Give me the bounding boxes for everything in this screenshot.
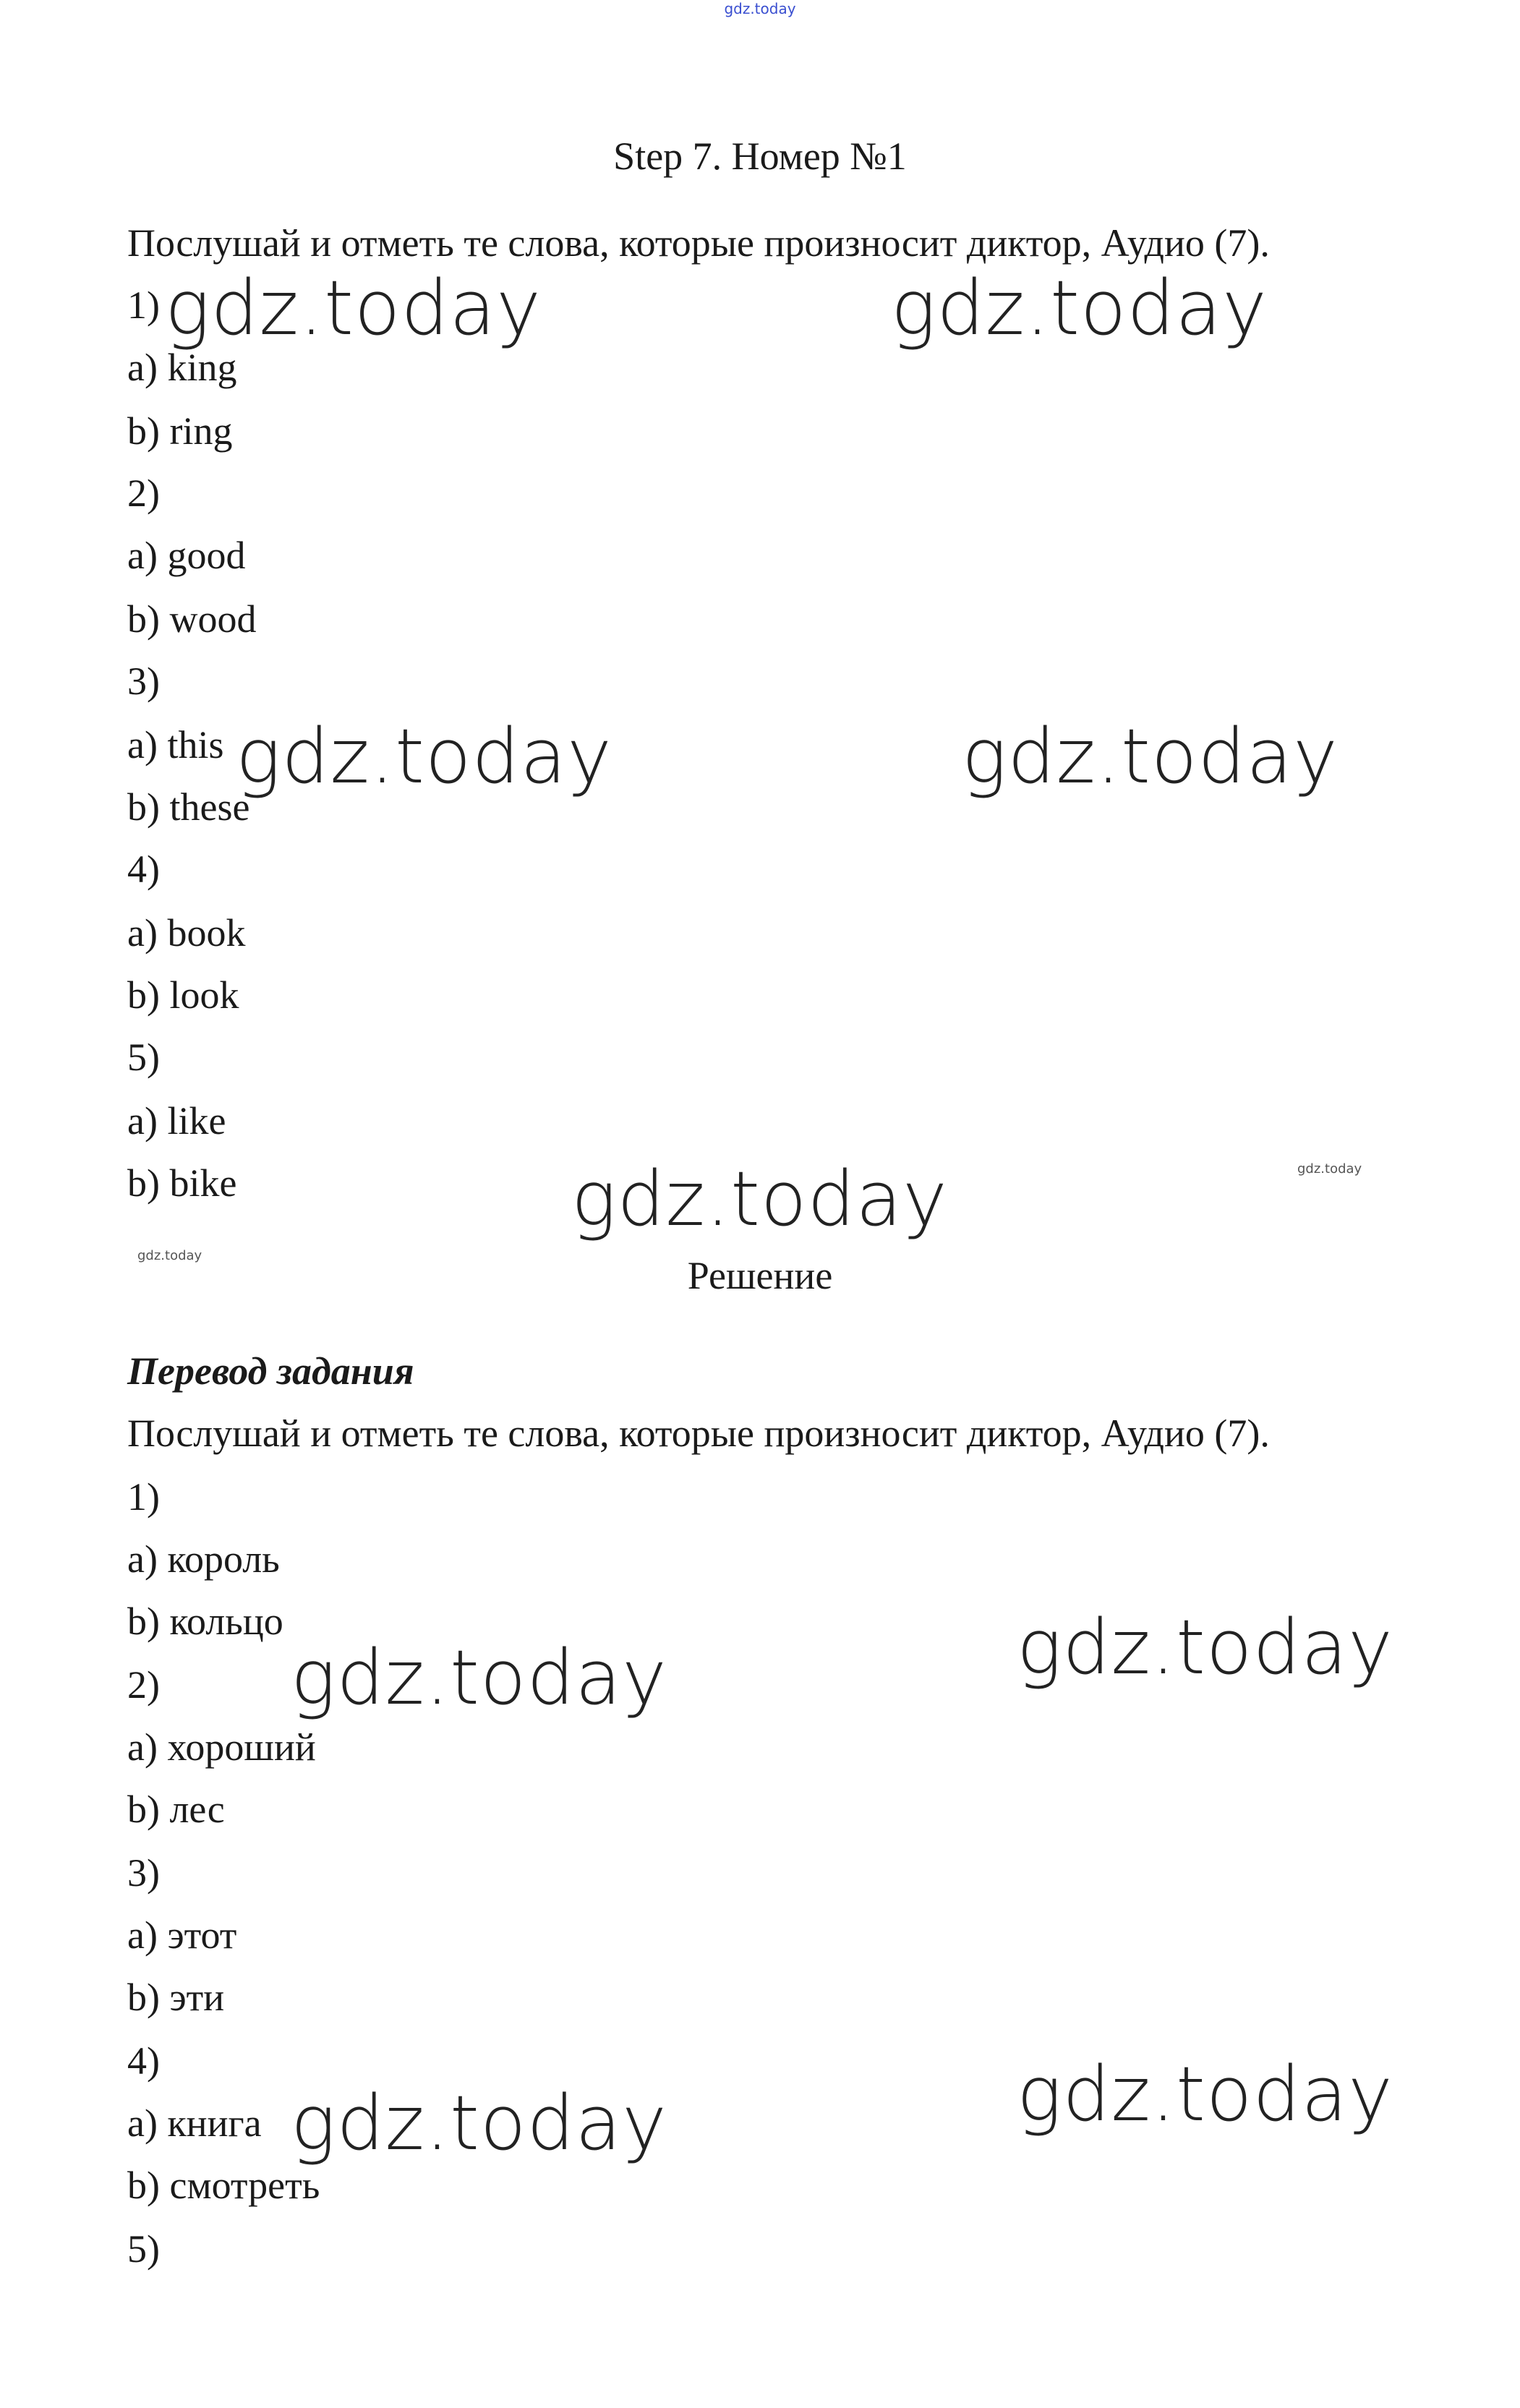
watermark: gdz.today (1017, 1603, 1393, 1691)
task-item-5-number: 5) (127, 1036, 160, 1079)
watermark: gdz.today (165, 264, 542, 352)
translation-item-1-number: 1) (127, 1475, 160, 1519)
task-item-2-option-a: a) good (127, 534, 246, 577)
watermark: gdz.today (236, 712, 612, 800)
task-item-3-number: 3) (127, 659, 160, 703)
task-item-2-option-b: b) wood (127, 597, 257, 641)
translation-item-3-option-b: b) эти (127, 1976, 225, 2019)
translation-item-2-option-b: b) лес (127, 1788, 225, 1831)
task-item-3-option-b: b) these (127, 785, 250, 829)
task-instruction: Послушай и отметь те слова, которые произносит диктор, Аудио (7). (127, 221, 1270, 265)
translation-item-4-number: 4) (127, 2039, 160, 2083)
translation-item-3-number: 3) (127, 1851, 160, 1895)
translation-item-1-option-a: a) король (127, 1537, 280, 1581)
translation-item-2-number: 2) (127, 1663, 160, 1707)
header-watermark: gdz.today (724, 0, 796, 17)
task-item-5-option-b: b) bike (127, 1161, 237, 1205)
task-item-1-option-b: b) ring (127, 409, 233, 453)
task-item-4-option-b: b) look (127, 973, 239, 1017)
watermark: gdz.today (1017, 2050, 1393, 2138)
watermark: gdz.today (571, 1155, 948, 1243)
task-item-1-number: 1) (127, 283, 160, 327)
watermark: gdz.today (962, 712, 1338, 800)
watermark-small: gdz.today (1297, 1161, 1362, 1177)
translation-item-4-option-a: a) книга (127, 2101, 262, 2145)
translation-heading: Перевод задания (127, 1349, 414, 1393)
page-title: Step 7. Номер №1 (613, 135, 907, 178)
task-item-4-number: 4) (127, 848, 160, 891)
task-item-2-number: 2) (127, 471, 160, 515)
task-item-4-option-a: a) book (127, 911, 246, 955)
solution-heading: Решение (687, 1254, 833, 1297)
task-item-1-option-a: a) king (127, 346, 237, 389)
task-item-3-option-a: a) this (127, 723, 224, 767)
translation-instruction: Послушай и отметь те слова, которые произносит диктор, Аудио (7). (127, 1412, 1270, 1455)
watermark: gdz.today (291, 2079, 667, 2167)
task-item-5-option-a: a) like (127, 1099, 226, 1143)
translation-item-5-number: 5) (127, 2227, 160, 2271)
translation-item-4-option-b: b) смотреть (127, 2164, 320, 2207)
watermark: gdz.today (291, 1634, 667, 1722)
watermark: gdz.today (891, 264, 1268, 352)
translation-item-3-option-a: a) этот (127, 1913, 237, 1957)
translation-item-2-option-a: a) хороший (127, 1725, 316, 1769)
translation-item-1-option-b: b) кольцо (127, 1600, 283, 1643)
watermark-small: gdz.today (137, 1248, 202, 1263)
